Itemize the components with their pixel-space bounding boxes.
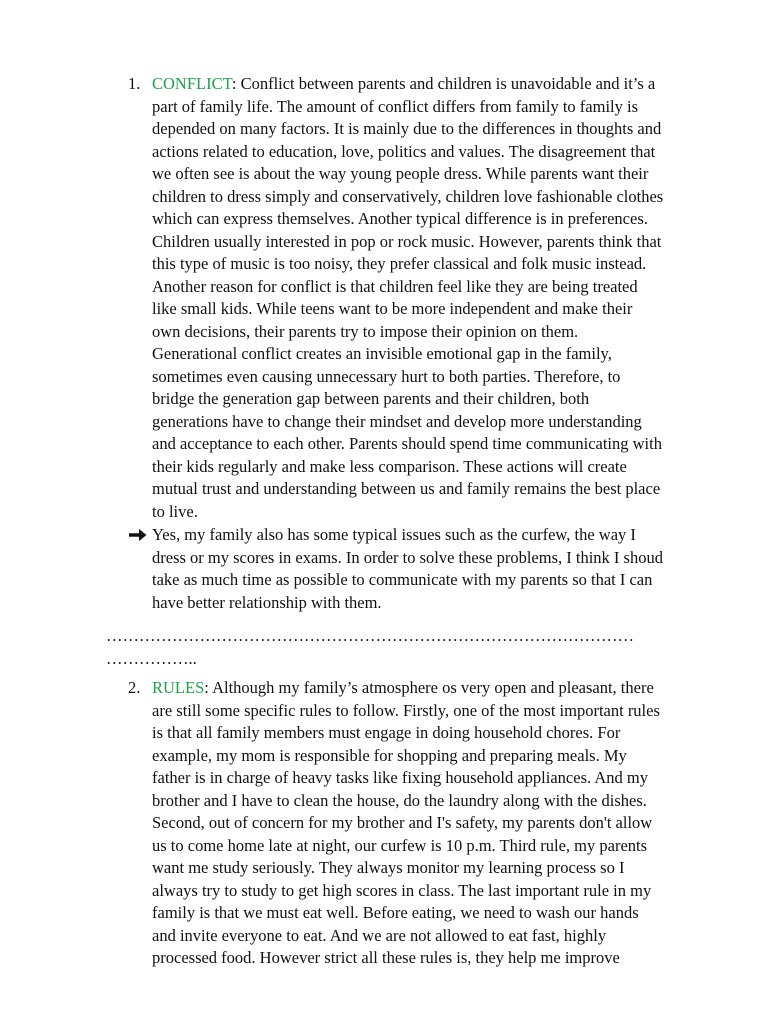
text-line: like small kids. While teens want to be more independent and make their: [152, 299, 633, 318]
text-line: sometimes even causing unnecessary hurt to both parties. Therefore, to: [152, 366, 621, 386]
text-line: Second, out of concern for my brother and I's safety, my parents don't allow: [152, 813, 653, 832]
rules-first-line: [152, 677, 660, 700]
conflict-keyword: CONFLICT: [152, 74, 232, 93]
text-line: own decisions, their parents try to impose their opinion on them.: [152, 321, 579, 341]
text-line: dress or my scores in exams. In order to solve these problems, I think I shoud: [152, 547, 663, 567]
conflict-body-lines: [152, 96, 663, 524]
conflict-first-line-text: : Conflict between parents and children is unavoidable and it’s a: [231, 74, 656, 93]
text-line: father is in charge of heavy tasks like fixing household appliances. And my: [152, 768, 648, 787]
text-line: which can express themselves. Another typical difference is in preferences.: [152, 209, 648, 228]
text-line: Generational conflict creates an invisible emotional gap in the family,: [152, 344, 612, 363]
text-line: actions related to education, love, politics and values. The disagreement that: [152, 141, 656, 161]
text-line: brother and I have to clean the house, do the laundry along with the dishes.: [152, 790, 647, 810]
family-issues-paragraph: [152, 524, 663, 614]
text-line: this type of music is too noisy, they prefer classical and folk music instead.: [152, 254, 647, 273]
rules-paragraph: [152, 677, 660, 970]
text-line: we often see is about the way young people dress. While parents want their: [152, 164, 649, 183]
text-line: always try to study to get high scores in class. The last important rule in my: [152, 880, 652, 900]
text-line: depended on many factors. It is mainly due to the differences in thoughts and: [152, 119, 662, 138]
text-line: are still some specific rules to follow. Firstly, one of the most important rules: [152, 700, 660, 720]
right-arrow-icon: [129, 524, 147, 547]
dotted-separator-line-1: ……………………………………………………………………………………: [106, 626, 634, 645]
text-line: family is that we must eat well. Before eating, we need to wash our hands: [152, 903, 639, 922]
list-number-1: 1.: [128, 74, 141, 93]
text-line: processed food. However strict all these rules is, they help me improve: [152, 948, 620, 967]
conflict-paragraph: [152, 73, 663, 523]
text-line: part of family life. The amount of conflict differs from family to family is: [152, 96, 639, 116]
text-line: children to dress simply and conservatively, children love fashionable clothes: [152, 186, 664, 206]
text-line: Yes, my family also has some typical issues such as the curfew, the way I: [152, 525, 636, 544]
text-line: take as much time as possible to communicate with my parents so that I can: [152, 570, 653, 589]
text-line: generations have to change their mindset and develop more understanding: [152, 411, 642, 431]
text-line: want me study seriously. They always monitor my learning process so I: [152, 858, 625, 877]
family-issues-lines: [152, 524, 663, 614]
text-line: example, my mom is responsible for shopping and preparing meals. My: [152, 745, 627, 765]
text-line: have better relationship with them.: [152, 592, 382, 612]
rules-first-line-text: : Although my family’s atmosphere os very open and pleasant, there: [204, 678, 654, 697]
text-line: mutual trust and understanding between us and family remains the best place: [152, 479, 661, 498]
rules-body-lines: [152, 700, 660, 970]
text-line: their kids regularly and make less comparison. These actions will create: [152, 456, 627, 476]
list-number-2: 2.: [128, 678, 141, 697]
text-line: us to come home late at night, our curfew is 10 p.m. Third rule, my parents: [152, 835, 648, 855]
text-line: Another reason for conflict is that children feel like they are being treated: [152, 276, 638, 296]
text-line: to live.: [152, 501, 198, 521]
text-line: is that all family members must engage in doing household chores. For: [152, 723, 621, 742]
text-line: and invite everyone to eat. And we are not allowed to eat fast, highly: [152, 925, 607, 945]
text-line: bridge the generation gap between parents and their children, both: [152, 389, 590, 408]
rules-keyword: RULES: [152, 678, 205, 697]
conflict-first-line: [152, 73, 663, 96]
dotted-separator-line-2: ……………..: [106, 649, 197, 668]
text-line: and acceptance to each other. Parents should spend time communicating with: [152, 434, 662, 453]
text-line: Children usually interested in pop or rock music. However, parents think that: [152, 231, 662, 251]
